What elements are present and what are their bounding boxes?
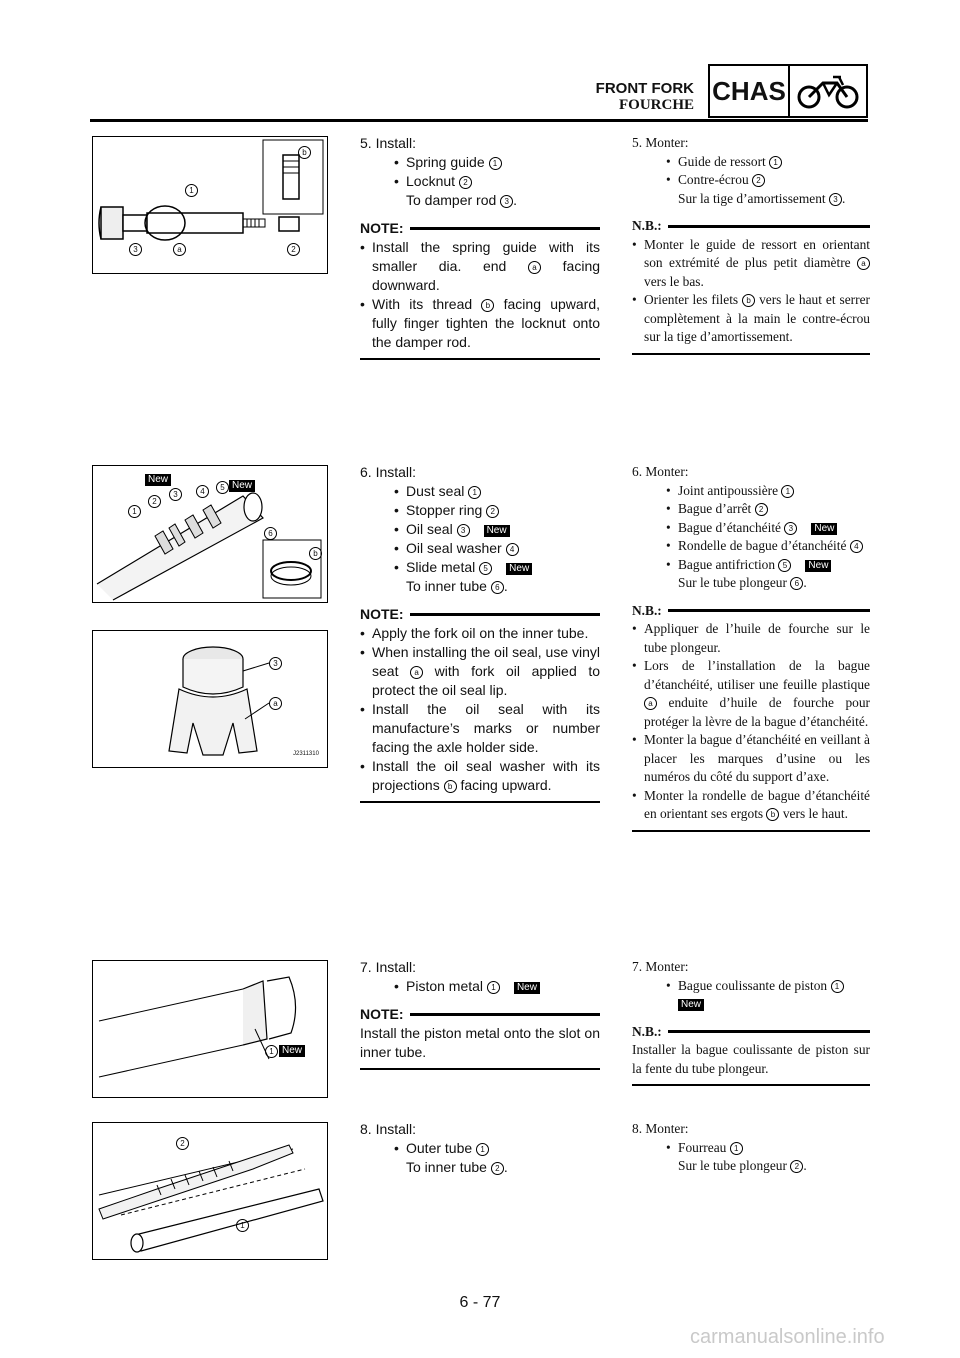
step5-en-note-header: NOTE: bbox=[360, 219, 600, 238]
callout-3: 3 bbox=[269, 657, 282, 670]
page-number: 6 - 77 bbox=[459, 1294, 501, 1311]
step6-fr-note-3: • Monter la bague d’étanchéité en veillant à placer les marques d’usine ou les numéros du côté du support d’axe. bbox=[632, 731, 870, 787]
step6-en-item-2: • Stopper ring 2 bbox=[360, 501, 600, 520]
step6-en-note-2: • When installing the oil seal, use vinyl seat a with fork oil applied to protect the oil seal lip. bbox=[360, 643, 600, 700]
step7-en-item: • Piston metal 1 New bbox=[360, 977, 600, 996]
step6-fr-note-header: N.B.: bbox=[632, 602, 870, 621]
step8-en-head: 8. Install: bbox=[360, 1121, 417, 1137]
new-tag-piston-metal: New bbox=[279, 1045, 305, 1057]
step6-fr bbox=[632, 463, 870, 832]
step5-en-head: 5. Install: bbox=[360, 135, 417, 151]
step6-fr-item-2: • Bague d’arrêt 2 bbox=[632, 500, 870, 519]
callout-a: a bbox=[173, 243, 186, 256]
step7-en bbox=[360, 958, 600, 1070]
step5-fr-note-2: • Orienter les filets b vers le haut et serrer complètement à la main le contre-écrou sur la tige d’amortissement. bbox=[632, 291, 870, 347]
step6-fr-head: 6. Monter: bbox=[632, 464, 689, 479]
step5-en-item-1: • Spring guide 1 bbox=[360, 153, 600, 172]
step8-fr-item: • Fourreau 1 bbox=[632, 1139, 870, 1158]
step5-fr-item-1: • Guide de ressort 1 bbox=[632, 153, 870, 172]
new-tag-slide-metal: New bbox=[229, 480, 255, 492]
step8-fr-head: 8. Monter: bbox=[632, 1121, 689, 1136]
callout-2: 2 bbox=[176, 1137, 189, 1150]
step6-en-note-header: NOTE: bbox=[360, 605, 600, 624]
step6-fr-note-2: • Lors de l’installation de la bague d’étanchéité, utiliser une feuille plastique a enduite d’huile de fourche pour protéger la lèvre de la bague d’étanchéité. bbox=[632, 657, 870, 731]
step8-en-tail: To inner tube 2 . bbox=[406, 1159, 508, 1175]
callout-1: 1 bbox=[128, 505, 141, 518]
step8-en bbox=[360, 1120, 600, 1177]
header-title-en: FRONT FORK bbox=[595, 80, 694, 97]
callout-b: b bbox=[309, 547, 322, 560]
callout-3: 3 bbox=[169, 488, 182, 501]
step6-en-item-4: • Oil seal washer 4 bbox=[360, 539, 600, 558]
step6-en-note-4: • Install the oil seal washer with its projections b facing upward. bbox=[360, 757, 600, 795]
section-badge bbox=[708, 64, 868, 118]
new-tag-dust-seal: New bbox=[145, 474, 171, 486]
step6-fr-item-5: • Bague antifriction 5 New bbox=[632, 556, 870, 575]
callout-1: 1 bbox=[265, 1045, 278, 1058]
step5-en-tail: To damper rod 3 . bbox=[406, 192, 518, 208]
step7-fr bbox=[632, 958, 870, 1086]
step6-en bbox=[360, 463, 600, 803]
step5-fr-item-2: • Contre-écrou 2 bbox=[632, 171, 870, 190]
callout-4: 4 bbox=[196, 485, 209, 498]
header-title-fr: FOURCHE bbox=[619, 97, 694, 113]
step5-en-note-1: • Install the spring guide with its smaller dia. end a facing downward. bbox=[360, 238, 600, 295]
figure-spring-guide bbox=[92, 136, 328, 274]
step5-en-note-2: • With its thread b facing upward, fully finger tighten the locknut onto the damper rod. bbox=[360, 295, 600, 352]
step7-fr-item: • Bague coulissante de piston 1 bbox=[632, 977, 870, 996]
step5-fr-note-1: • Monter le guide de ressort en orientant son extrémité de plus petit diamètre a vers le bas. bbox=[632, 236, 870, 292]
section-label: CHAS bbox=[710, 66, 790, 116]
callout-b: b bbox=[298, 146, 311, 159]
step6-en-head: 6. Install: bbox=[360, 464, 417, 480]
callout-2: 2 bbox=[287, 243, 300, 256]
step6-fr-tail: Sur le tube plongeur 6 . bbox=[678, 575, 807, 590]
step7-fr-head: 7. Monter: bbox=[632, 959, 689, 974]
step7-en-head: 7. Install: bbox=[360, 959, 417, 975]
callout-6: 6 bbox=[264, 527, 277, 540]
header-rule bbox=[90, 119, 868, 122]
step8-fr bbox=[632, 1120, 870, 1176]
figure-outer-tube bbox=[92, 1122, 328, 1260]
step7-fr-note: Installer la bague coulissante de piston sur la fente du tube plongeur. bbox=[632, 1042, 870, 1076]
step7-fr-note-header: N.B.: bbox=[632, 1023, 870, 1042]
step5-en bbox=[360, 134, 600, 360]
callout-2: 2 bbox=[148, 495, 161, 508]
step6-fr-item-1: • Joint antipoussière 1 bbox=[632, 482, 870, 501]
step7-fr-new: New bbox=[632, 995, 870, 1014]
step5-fr bbox=[632, 134, 870, 355]
step6-en-item-3: • Oil seal 3 New bbox=[360, 520, 600, 539]
step5-fr-tail: Sur la tige d’amortissement 3 . bbox=[678, 190, 846, 206]
step7-en-note-header: NOTE: bbox=[360, 1005, 600, 1024]
step7-en-note: Install the piston metal onto the slot on inner tube. bbox=[360, 1025, 600, 1060]
callout-1: 1 bbox=[185, 184, 198, 197]
step6-fr-note-4: • Monter la rondelle de bague d’étanchéité en orientant ses ergots b vers le haut. bbox=[632, 787, 870, 824]
figure-code: J2311310 bbox=[293, 751, 319, 757]
figure-oil-seal-install bbox=[92, 630, 328, 768]
step6-en-item-1: • Dust seal 1 bbox=[360, 482, 600, 501]
motorcycle-icon bbox=[790, 66, 866, 116]
step5-fr-head: 5. Monter: bbox=[632, 135, 689, 150]
step6-en-item-5: • Slide metal 5 New bbox=[360, 558, 600, 577]
step6-en-tail: To inner tube 6 . bbox=[406, 578, 508, 594]
callout-5: 5 bbox=[216, 481, 229, 494]
step5-fr-note-header: N.B.: bbox=[632, 217, 870, 236]
step6-en-note-3: • Install the oil seal with its manufacture’s marks or number facing the axle holder side. bbox=[360, 700, 600, 757]
callout-3: 3 bbox=[129, 243, 142, 256]
step6-fr-item-4: • Rondelle de bague d’étanchéité 4 bbox=[632, 537, 870, 556]
figure-piston-metal bbox=[92, 960, 328, 1098]
callout-a: a bbox=[269, 697, 282, 710]
step6-fr-item-3: • Bague d’étanchéité 3 New bbox=[632, 519, 870, 538]
step8-fr-tail: Sur le tube plongeur 2 . bbox=[678, 1158, 807, 1173]
callout-1: 1 bbox=[236, 1219, 249, 1232]
figure-seals bbox=[92, 465, 328, 603]
watermark: carmanualsonline.info bbox=[690, 1326, 885, 1348]
step8-en-item: • Outer tube 1 bbox=[360, 1139, 600, 1158]
step5-en-item-2: • Locknut 2 bbox=[360, 172, 600, 191]
step6-fr-note-1: • Appliquer de l’huile de fourche sur le tube plongeur. bbox=[632, 620, 870, 657]
step6-en-note-1: • Apply the fork oil on the inner tube. bbox=[360, 624, 600, 643]
